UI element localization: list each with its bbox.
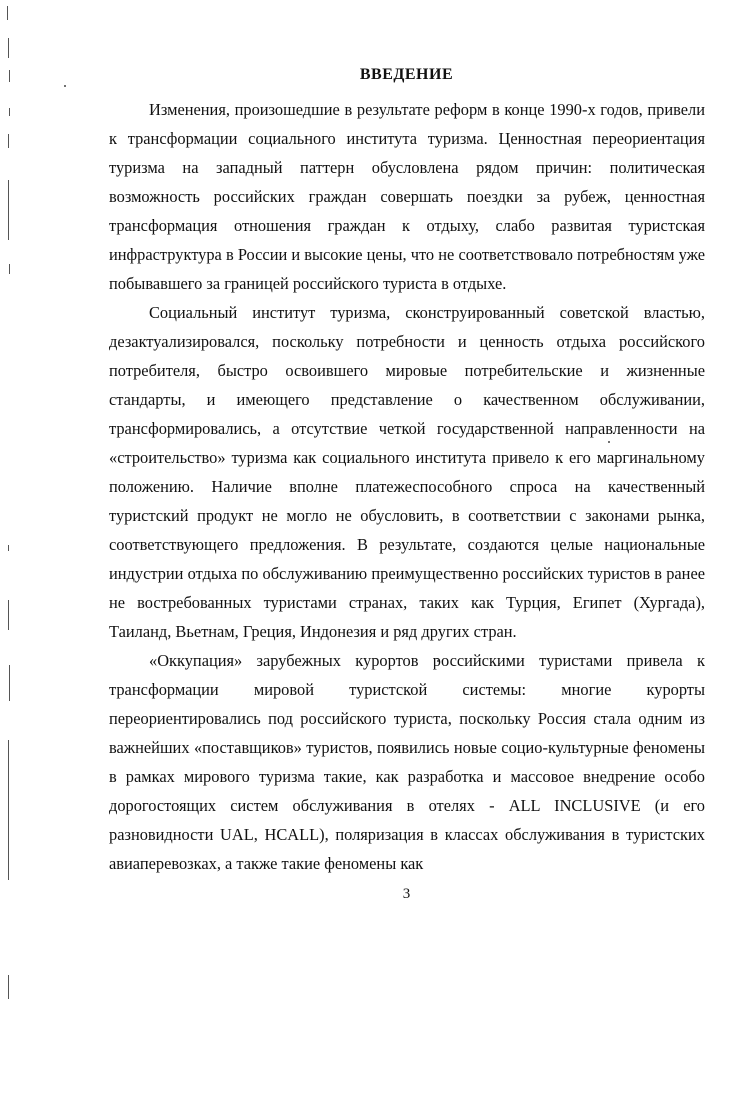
paragraph: Социальный институт туризма, сконструированный советской властью, дезактуализировался, поскольку потребности и ценность отдыха российского потребителя, быстро освоившего мировые потребительские и жизненные стандарты, и имеющего представление о качественном обслуживании, трансформировались, а отсутствие четкой государственной направленности на «строительство» туризма как социального института привело к его маргинальному положению. Наличие вполне платежеспособного спроса на качественный туристский продукт не могло не обусловить, в соответствии с законами рынка, соответствующего предложения. В результате, создаются целые национальные индустрии отдыха по обслуживанию преимущественно российских туристов в ранее не востребованных туристами странах, таких как Турция, Египет (Хургада), Таиланд, Вьетнам, Греция, Индонезия и ряд других стран. [109, 303, 705, 641]
scan-artifact [9, 264, 10, 274]
scan-artifact [8, 180, 9, 240]
document-body [109, 95, 705, 878]
scan-artifact [8, 545, 9, 551]
scan-artifact [9, 108, 10, 116]
scan-artifact [8, 740, 9, 880]
page-number: 3 [402, 886, 411, 902]
scan-artifact [8, 975, 9, 999]
scan-dot [64, 85, 66, 87]
scan-artifact [9, 665, 10, 701]
scan-artifact [8, 134, 9, 148]
scan-artifact [8, 38, 9, 58]
scan-artifact [8, 600, 9, 630]
scan-artifact [7, 6, 8, 20]
paragraph: «Оккупация» зарубежных курортов российскими туристами привела к трансформации мировой туристской системы: многие курорты переориентировались под российского туриста, поскольку Россия стала одним из важнейших «поставщиков» туристов, появились новые социо-культурные феномены в рамках мирового туризма такие, как разработка и массовое внедрение особо дорогостоящих систем обслуживания в отелях - ALL INCLUSIVE (и его разновидности UAL, HCALL), поляризация в классах обслуживания в туристских авиаперевозках, а также такие феномены как [109, 651, 705, 873]
scan-artifact [9, 70, 10, 82]
document-heading: ВВЕДЕНИЕ [359, 66, 454, 83]
paragraph: Изменения, произошедшие в результате реформ в конце 1990-х годов, привели к трансформации социального института туризма. Ценностная переориентация туризма на западный паттерн обусловлена рядом причин: политическая возможность российских граждан совершать поездки за рубеж, ценностная трансформация отношения граждан к отдыху, слабо развитая туристская инфраструктура в России и высокие цены, что не соответствовало потребностям уже побывавшего за границей российского туриста в отдыхе. [109, 100, 705, 293]
